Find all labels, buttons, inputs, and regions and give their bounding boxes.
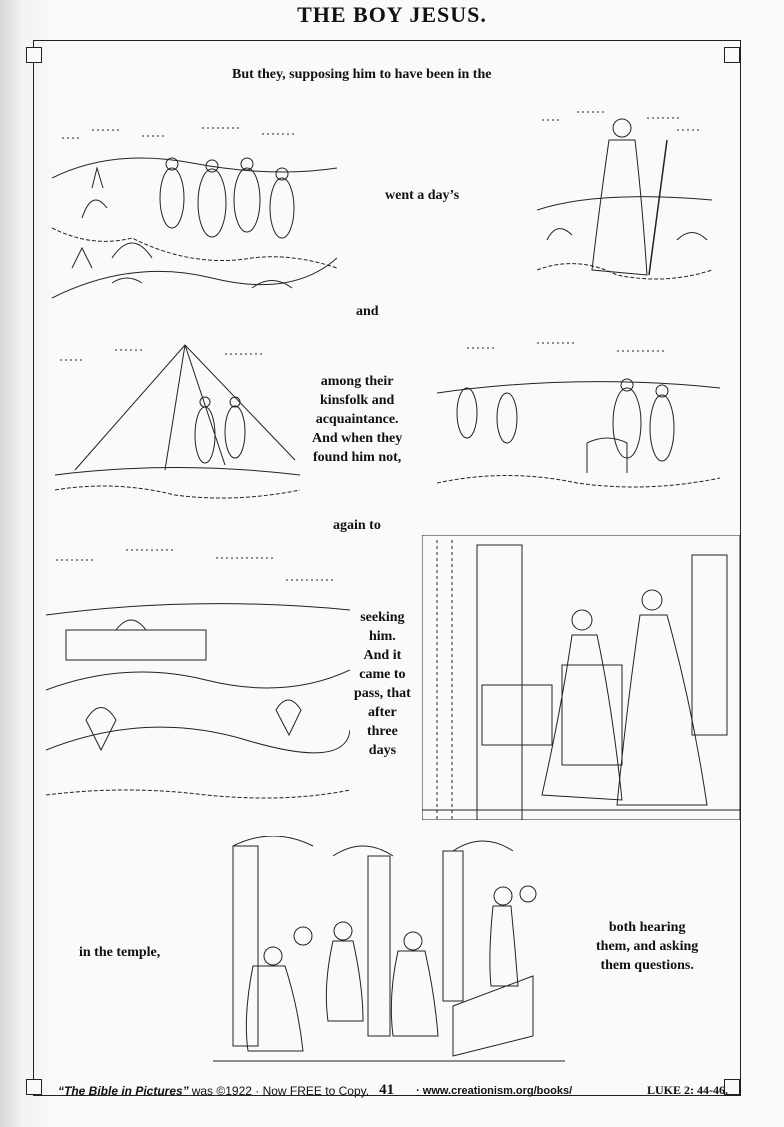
caption-line-1: But they, supposing him to have been in the (232, 67, 492, 82)
caption-seeking-block (354, 608, 411, 760)
caption-line: And when they (312, 431, 403, 446)
caption-line: them, and asking (596, 939, 699, 954)
caption-line: after (368, 705, 397, 720)
caption-went-a-days: went a day’s (385, 188, 460, 203)
caption-line: pass, that (354, 686, 411, 701)
page-number: 41 (379, 1082, 395, 1098)
page-title: THE BOY JESUS. (297, 2, 487, 27)
caption-line: kinsfolk and (319, 393, 395, 408)
corner-ornament (26, 47, 42, 63)
caption-line: among their (320, 374, 394, 389)
website-link[interactable]: · www.creationism.org/books/ (416, 1084, 573, 1097)
caption-line: And it (363, 648, 402, 663)
caption-line: came to (359, 667, 406, 682)
illustration-standing-figure (537, 100, 712, 295)
caption-line: him. (368, 629, 396, 644)
caption-line: found him not, (312, 450, 402, 465)
caption-line: acquaintance. (315, 412, 399, 427)
caption-line: both hearing (608, 920, 686, 935)
scripture-reference: LUKE 2: 44-46. (647, 1083, 728, 1097)
illustration-doctors-in-temple (213, 836, 565, 1064)
caption-again-to: again to (333, 518, 381, 533)
caption-line: seeking (360, 610, 405, 625)
caption-among-block (312, 372, 402, 467)
illustration-tent (55, 340, 300, 500)
corner-ornament (26, 1079, 42, 1095)
illustration-jerusalem-landscape (46, 540, 350, 810)
book-title: “The Bible in Pictures” (58, 1083, 189, 1098)
copyright-notice: was ©1922 · Now FREE to Copy. (191, 1083, 370, 1098)
caption-line: three (366, 724, 398, 739)
caption-line: them questions. (600, 958, 694, 973)
caption-hearing-block (596, 918, 698, 975)
corner-ornament (724, 47, 740, 63)
illustration-caravan (52, 108, 337, 308)
caption-and: and (356, 304, 379, 319)
illustration-travellers (437, 333, 720, 498)
caption-line: days (368, 743, 397, 758)
illustration-temple-interior (422, 535, 740, 820)
page-footer (58, 1082, 728, 1099)
caption-in-the-temple: in the temple, (79, 945, 161, 960)
